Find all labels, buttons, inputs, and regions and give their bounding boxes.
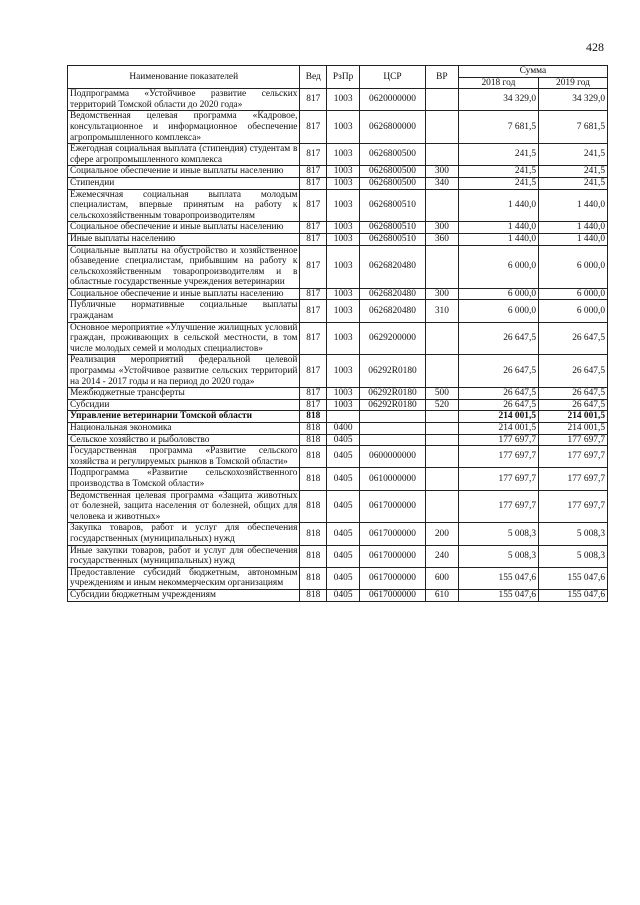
row-ved: 817 (300, 233, 327, 245)
table-row (68, 166, 608, 178)
row-csr: 06292R0180 (360, 355, 426, 388)
row-name: Предоставление субсидий бюджетным, автономным учреждениям и иным некоммерческим организациям (68, 567, 300, 589)
row-ved: 817 (300, 300, 327, 322)
row-rzpr: 1003 (327, 322, 360, 355)
row-sum-2018: 214 001,5 (458, 411, 538, 423)
row-rzpr: 0405 (327, 490, 360, 523)
row-ved: 817 (300, 245, 327, 288)
row-ved: 818 (300, 523, 327, 545)
row-rzpr: 1003 (327, 388, 360, 400)
row-rzpr: 0405 (327, 567, 360, 589)
row-ved: 818 (300, 589, 327, 601)
row-vr: 240 (425, 545, 458, 567)
row-vr: 520 (425, 399, 458, 411)
row-vr (425, 189, 458, 222)
table-row (68, 434, 608, 446)
row-ved: 818 (300, 446, 327, 468)
row-name: Реализация мероприятий федеральной целевой программы «Устойчивое развитие сельских территорий на 2014 - 2017 годы и на период до 2020 года» (68, 355, 300, 388)
row-rzpr: 1003 (327, 399, 360, 411)
row-name: Ведомственная целевая программа «Защита животных от болезней, защита населения от болезней, общих для человека и животных» (68, 490, 300, 523)
row-vr: 300 (425, 166, 458, 178)
header-sum: Сумма (458, 66, 607, 78)
row-rzpr: 1003 (327, 189, 360, 222)
table-row (68, 388, 608, 400)
page-number: 428 (586, 40, 604, 54)
row-name: Социальное обеспечение и иные выплаты населению (68, 166, 300, 178)
row-csr: 0626800000 (360, 111, 426, 144)
row-sum-2019: 26 647,5 (539, 322, 608, 355)
row-csr: 0617000000 (360, 545, 426, 567)
row-sum-2019: 5 008,3 (539, 523, 608, 545)
table-row (68, 490, 608, 523)
row-sum-2018: 6 000,0 (458, 300, 538, 322)
row-ved: 818 (300, 423, 327, 435)
header-year-2019: 2019 год (539, 77, 608, 89)
row-sum-2019: 5 008,3 (539, 545, 608, 567)
table-body (68, 89, 608, 601)
row-csr: 0610000000 (360, 468, 426, 490)
row-sum-2018: 1 440,0 (458, 222, 538, 234)
row-name: Основное мероприятие «Улучшение жилищных условий граждан, проживающих в сельской местности, в том числе молодых семей и молодых специалистов» (68, 322, 300, 355)
header-name: Наименование показателей (68, 66, 300, 89)
table-row (68, 233, 608, 245)
table-row (68, 89, 608, 111)
row-sum-2018: 241,5 (458, 166, 538, 178)
row-vr (425, 423, 458, 435)
row-sum-2019: 241,5 (539, 166, 608, 178)
row-name: Иные закупки товаров, работ и услуг для обеспечения государственных (муниципальных) нужд (68, 545, 300, 567)
row-sum-2019: 155 047,6 (539, 589, 608, 601)
row-sum-2019: 26 647,5 (539, 388, 608, 400)
row-ved: 818 (300, 434, 327, 446)
row-name: Межбюджетные трансферты (68, 388, 300, 400)
row-vr: 600 (425, 567, 458, 589)
row-sum-2018: 7 681,5 (458, 111, 538, 144)
row-ved: 817 (300, 89, 327, 111)
row-csr: 0626820480 (360, 245, 426, 288)
row-sum-2019: 177 697,7 (539, 446, 608, 468)
row-sum-2019: 1 440,0 (539, 222, 608, 234)
row-vr: 610 (425, 589, 458, 601)
row-csr: 06292R0180 (360, 388, 426, 400)
table-row (68, 111, 608, 144)
table-row (68, 245, 608, 288)
row-ved: 818 (300, 411, 327, 423)
budget-table (67, 65, 608, 602)
table-row (68, 189, 608, 222)
row-csr: 06292R0180 (360, 399, 426, 411)
table-row (68, 468, 608, 490)
row-csr: 0626800500 (360, 166, 426, 178)
row-vr: 340 (425, 177, 458, 189)
row-ved: 817 (300, 388, 327, 400)
row-sum-2019: 6 000,0 (539, 288, 608, 300)
row-sum-2018: 26 647,5 (458, 399, 538, 411)
row-sum-2018: 177 697,7 (458, 490, 538, 523)
row-rzpr: 0400 (327, 423, 360, 435)
row-sum-2019: 177 697,7 (539, 468, 608, 490)
row-vr (425, 490, 458, 523)
row-vr (425, 322, 458, 355)
row-rzpr: 0405 (327, 434, 360, 446)
table-row (68, 300, 608, 322)
row-csr: 0626820480 (360, 288, 426, 300)
header-year-2018: 2018 год (458, 77, 538, 89)
row-sum-2018: 155 047,6 (458, 567, 538, 589)
row-sum-2018: 6 000,0 (458, 288, 538, 300)
row-rzpr: 1003 (327, 222, 360, 234)
row-sum-2018: 34 329,0 (458, 89, 538, 111)
row-sum-2019: 241,5 (539, 144, 608, 166)
row-rzpr: 1003 (327, 300, 360, 322)
table-row (68, 567, 608, 589)
row-name: Социальное обеспечение и иные выплаты населению (68, 222, 300, 234)
row-sum-2019: 6 000,0 (539, 300, 608, 322)
row-sum-2019: 7 681,5 (539, 111, 608, 144)
row-ved: 817 (300, 177, 327, 189)
table-row (68, 222, 608, 234)
header-rzpr: РзПр (327, 66, 360, 89)
row-vr (425, 89, 458, 111)
row-csr: 0626800510 (360, 189, 426, 222)
table-row (68, 144, 608, 166)
row-name: Ежемесячная социальная выплата молодым специалистам, впервые принятым на работу к сельскохозяйственным товаропроизводителям (68, 189, 300, 222)
row-name: Субсидии бюджетным учреждениям (68, 589, 300, 601)
row-csr: 0626800510 (360, 233, 426, 245)
row-vr (425, 468, 458, 490)
row-name: Ведомственная целевая программа «Кадровое, консультационное и информационное обеспечение агропромышленного комплекса» (68, 111, 300, 144)
row-vr: 200 (425, 523, 458, 545)
row-csr: 0626820480 (360, 300, 426, 322)
table-row (68, 545, 608, 567)
row-sum-2019: 6 000,0 (539, 245, 608, 288)
row-sum-2019: 214 001,5 (539, 423, 608, 435)
row-sum-2019: 214 001,5 (539, 411, 608, 423)
row-sum-2018: 177 697,7 (458, 468, 538, 490)
table-row (68, 589, 608, 601)
row-csr: 0617000000 (360, 589, 426, 601)
row-ved: 817 (300, 222, 327, 234)
row-csr: 0629200000 (360, 322, 426, 355)
row-vr (425, 446, 458, 468)
row-name: Социальные выплаты на обустройство и хозяйственное обзаведение специалистам, прибывшим на работу к сельскохозяйственным товаропроизводителям и в областные государственные учреждения ветеринарии (68, 245, 300, 288)
row-sum-2018: 26 647,5 (458, 322, 538, 355)
row-vr: 500 (425, 388, 458, 400)
row-rzpr: 0405 (327, 468, 360, 490)
table-row (68, 355, 608, 388)
row-csr (360, 423, 426, 435)
row-sum-2019: 155 047,6 (539, 567, 608, 589)
row-csr: 0617000000 (360, 567, 426, 589)
row-sum-2018: 5 008,3 (458, 523, 538, 545)
row-sum-2018: 1 440,0 (458, 233, 538, 245)
row-ved: 817 (300, 355, 327, 388)
row-sum-2018: 6 000,0 (458, 245, 538, 288)
row-rzpr: 0405 (327, 589, 360, 601)
table-row (68, 423, 608, 435)
row-ved: 817 (300, 189, 327, 222)
row-rzpr: 1003 (327, 288, 360, 300)
row-csr (360, 411, 426, 423)
table-row (68, 399, 608, 411)
row-sum-2019: 1 440,0 (539, 189, 608, 222)
row-sum-2018: 241,5 (458, 177, 538, 189)
row-ved: 817 (300, 166, 327, 178)
row-vr: 310 (425, 300, 458, 322)
row-sum-2019: 177 697,7 (539, 434, 608, 446)
row-vr (425, 144, 458, 166)
row-vr: 300 (425, 288, 458, 300)
row-name: Сельское хозяйство и рыболовство (68, 434, 300, 446)
header-csr: ЦСР (360, 66, 426, 89)
row-sum-2018: 214 001,5 (458, 423, 538, 435)
row-name: Стипендии (68, 177, 300, 189)
row-sum-2018: 26 647,5 (458, 388, 538, 400)
row-ved: 818 (300, 567, 327, 589)
row-name: Подпрограмма «Развитие сельскохозяйственного производства в Томской области» (68, 468, 300, 490)
row-csr: 0620000000 (360, 89, 426, 111)
row-name: Государственная программа «Развитие сельского хозяйства и регулируемых рынков в Томской области» (68, 446, 300, 468)
row-sum-2019: 177 697,7 (539, 490, 608, 523)
row-sum-2019: 26 647,5 (539, 399, 608, 411)
row-name: Публичные нормативные социальные выплаты гражданам (68, 300, 300, 322)
row-ved: 818 (300, 490, 327, 523)
row-sum-2018: 177 697,7 (458, 446, 538, 468)
row-name: Ежегодная социальная выплата (стипендия) студентам в сфере агропромышленного комплекса (68, 144, 300, 166)
row-ved: 818 (300, 468, 327, 490)
row-ved: 817 (300, 322, 327, 355)
row-ved: 817 (300, 399, 327, 411)
row-vr (425, 411, 458, 423)
row-csr: 0626800500 (360, 177, 426, 189)
row-rzpr (327, 411, 360, 423)
header-row (68, 66, 608, 78)
header-vr: ВР (425, 66, 458, 89)
row-sum-2018: 241,5 (458, 144, 538, 166)
row-rzpr: 1003 (327, 245, 360, 288)
row-rzpr: 1003 (327, 177, 360, 189)
row-name: Иные выплаты населению (68, 233, 300, 245)
row-rzpr: 1003 (327, 355, 360, 388)
row-vr (425, 111, 458, 144)
table-row (68, 411, 608, 423)
row-name: Подпрограмма «Устойчивое развитие сельских территорий Томской области до 2020 года» (68, 89, 300, 111)
row-rzpr: 1003 (327, 111, 360, 144)
row-csr: 0617000000 (360, 523, 426, 545)
row-vr (425, 355, 458, 388)
table-row (68, 177, 608, 189)
row-ved: 818 (300, 545, 327, 567)
row-vr: 360 (425, 233, 458, 245)
row-sum-2018: 1 440,0 (458, 189, 538, 222)
row-ved: 817 (300, 144, 327, 166)
row-ved: 817 (300, 111, 327, 144)
row-ved: 817 (300, 288, 327, 300)
table-row (68, 288, 608, 300)
row-rzpr: 1003 (327, 166, 360, 178)
row-sum-2019: 1 440,0 (539, 233, 608, 245)
table-row (68, 446, 608, 468)
row-name: Субсидии (68, 399, 300, 411)
row-name: Управление ветеринарии Томской области (68, 411, 300, 423)
row-sum-2019: 26 647,5 (539, 355, 608, 388)
row-rzpr: 1003 (327, 233, 360, 245)
row-sum-2018: 26 647,5 (458, 355, 538, 388)
row-rzpr: 0405 (327, 523, 360, 545)
row-rzpr: 1003 (327, 144, 360, 166)
header-ved: Вед (300, 66, 327, 89)
row-name: Национальная экономика (68, 423, 300, 435)
table-row (68, 523, 608, 545)
row-csr: 0600000000 (360, 446, 426, 468)
row-rzpr: 0405 (327, 545, 360, 567)
row-rzpr: 1003 (327, 89, 360, 111)
row-sum-2018: 5 008,3 (458, 545, 538, 567)
row-csr: 0626800500 (360, 144, 426, 166)
row-sum-2018: 155 047,6 (458, 589, 538, 601)
row-sum-2018: 177 697,7 (458, 434, 538, 446)
row-rzpr: 0405 (327, 446, 360, 468)
row-sum-2019: 34 329,0 (539, 89, 608, 111)
row-vr (425, 434, 458, 446)
row-vr: 300 (425, 222, 458, 234)
row-name: Закупка товаров, работ и услуг для обеспечения государственных (муниципальных) нужд (68, 523, 300, 545)
row-csr: 0626800510 (360, 222, 426, 234)
row-csr: 0617000000 (360, 490, 426, 523)
row-sum-2019: 241,5 (539, 177, 608, 189)
row-csr (360, 434, 426, 446)
row-name: Социальное обеспечение и иные выплаты населению (68, 288, 300, 300)
table-row (68, 322, 608, 355)
row-vr (425, 245, 458, 288)
